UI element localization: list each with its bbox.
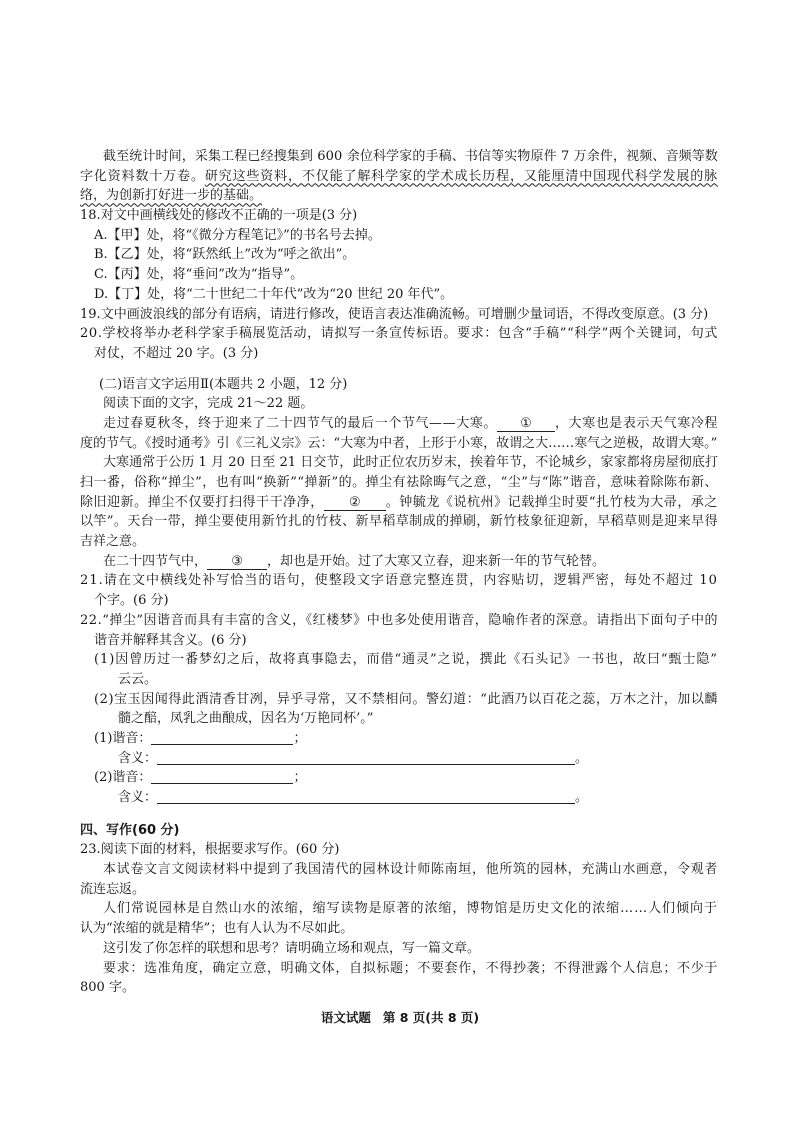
quote-item-1-continued [118, 670, 718, 690]
question-text: “掸尘”因谐音而具有丰富的含义，《红楼梦》中也多处使用谐音，隐喻作者的深意。请指出下面句子中的 [102, 612, 718, 628]
material-text: 这引发了你怎样的联想和思考？请明确立场和观点，写一篇文章。 [103, 940, 481, 956]
passage-text: 度的节气。《授时通考》引《三礼义宗》云：“大寒为中者，上形于小寒，故谓之大……寒气之逆极，故谓大寒。” [80, 435, 718, 451]
line-end: 。 [575, 790, 589, 805]
wavy-underlined-text: 研究这些资料，不仅能了解科学家的学术成长历程，又能厘清中国现代科学发展的脉 [204, 168, 718, 184]
meaning-label: 含义： [118, 750, 158, 766]
meaning-label: 含义： [118, 790, 158, 805]
passage-line [80, 532, 718, 552]
passage-line [80, 493, 718, 513]
item-label: (1) [94, 652, 116, 668]
passage-text: 在二十四节气中， [103, 553, 208, 569]
question-21-stem-continued [94, 591, 718, 611]
quote-text: 云云。 [118, 671, 158, 687]
section-title: (二)语言文字运用Ⅱ(本题共 2 小题，12 分) [99, 376, 348, 392]
material-text: 本试卷文言文阅读材料中提到了我国清代的园林设计师陈南垣，他所筑的园林，充满山水画意，令观者 [103, 862, 718, 878]
passage-line [103, 453, 718, 473]
passage-line [103, 552, 718, 572]
option-b [94, 245, 718, 265]
requirements-line [103, 959, 718, 979]
question-text: 请在文中横线处补写恰当的语句，使整段文字语意完整连贯，内容贴切，逻辑严密，每处不超过 10 [103, 573, 718, 589]
question-22-stem [80, 611, 718, 631]
option-c [94, 265, 718, 285]
question-text: 谐音并解释其含义。(6 分) [94, 632, 247, 648]
question-20-stem [80, 324, 718, 344]
homophone-label: 谐音： [112, 770, 152, 786]
answer-1-meaning [118, 749, 718, 769]
material-line [103, 860, 718, 880]
passage-text: 走过春夏秋冬，终于迎来了二十四节气的最后一个节气——大寒。 [103, 415, 497, 431]
passage-text: 除旧迎新。掸尘不仅要打扫得干干净净， [80, 494, 324, 510]
answer-label: (1) [94, 730, 113, 746]
question-20-stem-continued [94, 344, 718, 364]
quote-item-1 [94, 650, 718, 670]
quote-text: 宝玉因闻得此酒清香甘冽，异乎寻常，又不禁相问。警幻道：“此酒乃以百花之蕊，万木之汁，加以麟 [114, 691, 718, 707]
answer-blank [157, 803, 575, 804]
passage-text: ，大寒也是表示天气寒冷程 [554, 415, 718, 431]
quote-text: 因曾历过一番梦幻之后，故将真事隐去，而借“通灵”之说，撰此《石头记》一书也，故曰“甄士隐” [115, 652, 718, 668]
answer-1-homophone [94, 729, 718, 749]
question-number: 20. [80, 326, 103, 342]
answer-blank [157, 764, 575, 765]
question-number: 18. [80, 208, 101, 224]
page-footer [0, 1008, 800, 1026]
option-text: D.【丁】处，将“二十世纪二十年代”改为“20 世纪 20 年代”。 [94, 286, 454, 302]
passage-line [103, 414, 718, 434]
quote-text: 髓之醅，凤乳之曲酿成，因名为‘万艳同杯’。” [118, 711, 374, 727]
requirements-line [80, 978, 718, 998]
quote-item-2 [94, 690, 718, 710]
section-title: 四、写作(60 分) [80, 822, 180, 838]
option-text: C.【丙】处，将“垂问”改为“指导”。 [94, 267, 304, 283]
intro-line [80, 186, 718, 206]
line-end: 。 [575, 750, 589, 766]
line-end: ； [293, 730, 307, 746]
footer-page-number: 第 8 页(共 8 页) [382, 1010, 480, 1025]
page-content [0, 147, 800, 998]
wavy-underlined-text: 络，为创新打好进一步的基础。 [80, 188, 263, 204]
question-text: 阅读下面的材料，根据要求写作。(60 分) [100, 842, 340, 858]
intro-text: 截至统计时间，采集工程已经搜集到 600 余位科学家的手稿、书信等实物原件 7 万余件，视频、音频等数 [103, 149, 718, 164]
requirements-text: 800 字。 [80, 980, 135, 996]
instruction-text: 阅读下面的文字，完成 21～22 题。 [103, 396, 314, 412]
fill-blank-2: ② [324, 495, 386, 511]
answer-blank [151, 783, 293, 784]
intro-text: 字化资料数十万卷。 [80, 168, 205, 184]
material-text: 认为“浓缩的就是精华”；也有人认为不尽如此。 [80, 921, 354, 937]
passage-line [80, 512, 718, 532]
homophone-label: 谐音： [112, 730, 152, 746]
option-d [94, 285, 718, 305]
passage-line [80, 473, 718, 493]
question-text: 学校将举办老科学家手稿展览活动，请拟写一条宣传标语。要求：包含“手稿”“科学”两个关键词，句式 [102, 326, 718, 342]
answer-2-homophone [94, 768, 718, 788]
answer-blank [151, 744, 293, 745]
question-text: 文中画波浪线的部分有语病，请进行修改，使语言表达准确流畅。可增删少量词语，不得改变原意。(3 分) [100, 306, 709, 322]
passage-line [80, 434, 718, 454]
answer-label: (2) [94, 770, 113, 786]
passage-text: ，却也是开始。过了大寒又立春，迎来新一年的节气轮替。 [267, 553, 606, 569]
question-23-stem [80, 840, 718, 860]
passage-text: 。钟毓龙《说杭州》记载掸尘时要“扎竹枝为大帚，承之 [385, 494, 718, 510]
option-text: A.【甲】处，将“《微分方程笔记》”的书名号去掉。 [94, 227, 381, 243]
passage-text: 扫一番，俗称“掸尘”，也有叫“换新”“掸新”的。掸尘有祛除晦气之意，“尘”与“陈”谐音，意味着除陈布新、 [80, 475, 718, 490]
section-heading [80, 821, 718, 841]
material-line [80, 919, 718, 939]
answer-2-meaning [118, 788, 718, 808]
option-text: B.【乙】处，将“跃然纸上”改为“呼之欲出”。 [94, 247, 356, 263]
question-text: 个字。(6 分) [94, 593, 169, 609]
question-22-stem-continued [94, 631, 718, 651]
footer-subject: 语文试题 [320, 1010, 371, 1025]
question-text: 对仗，不超过 20 字。(3 分) [94, 345, 259, 361]
question-number: 22. [80, 612, 103, 628]
section-heading [99, 375, 718, 395]
passage-text: 以竿”。天台一带，掸尘要使用新竹扎的竹枝、新早稻草制成的掸刷，新竹枝象征迎新，早稻草则是迎来早得 [80, 514, 718, 530]
question-19-stem [80, 305, 718, 325]
question-21-stem [80, 571, 718, 591]
question-number: 19. [80, 306, 101, 322]
option-a [94, 226, 718, 246]
reading-instruction [103, 394, 718, 414]
requirements-text: 要求：选准角度，确定立意，明确文体，自拟标题；不要套作，不得抄袭；不得泄露个人信息；不少于 [103, 960, 718, 976]
intro-line [103, 147, 718, 167]
material-line [103, 939, 718, 959]
intro-line [80, 167, 718, 187]
question-18-stem [80, 206, 718, 226]
material-text: 流连忘返。 [80, 881, 146, 897]
fill-blank-3: ③ [207, 554, 267, 570]
material-text: 人们常说园林是自然山水的浓缩，缩写读物是原著的浓缩，博物馆是历史文化的浓缩……人们倾向于 [103, 901, 718, 917]
passage-text: 大寒通常于公历 1 月 20 日至 21 日交节，此时正位农历岁末，挨着年节，不论城乡，家家都将房屋彻底打 [103, 455, 718, 471]
question-text: 对文中画横线处的修改不正确的一项是(3 分) [100, 208, 358, 224]
question-number: 21. [80, 573, 104, 589]
passage-text: 吉祥之意。 [80, 534, 146, 550]
line-end: ； [293, 770, 307, 786]
question-number: 23. [80, 842, 101, 858]
material-line [103, 899, 718, 919]
material-line [80, 880, 718, 900]
fill-blank-1: ① [497, 416, 555, 432]
item-label: (2) [94, 691, 115, 707]
quote-item-2-continued [118, 709, 718, 729]
